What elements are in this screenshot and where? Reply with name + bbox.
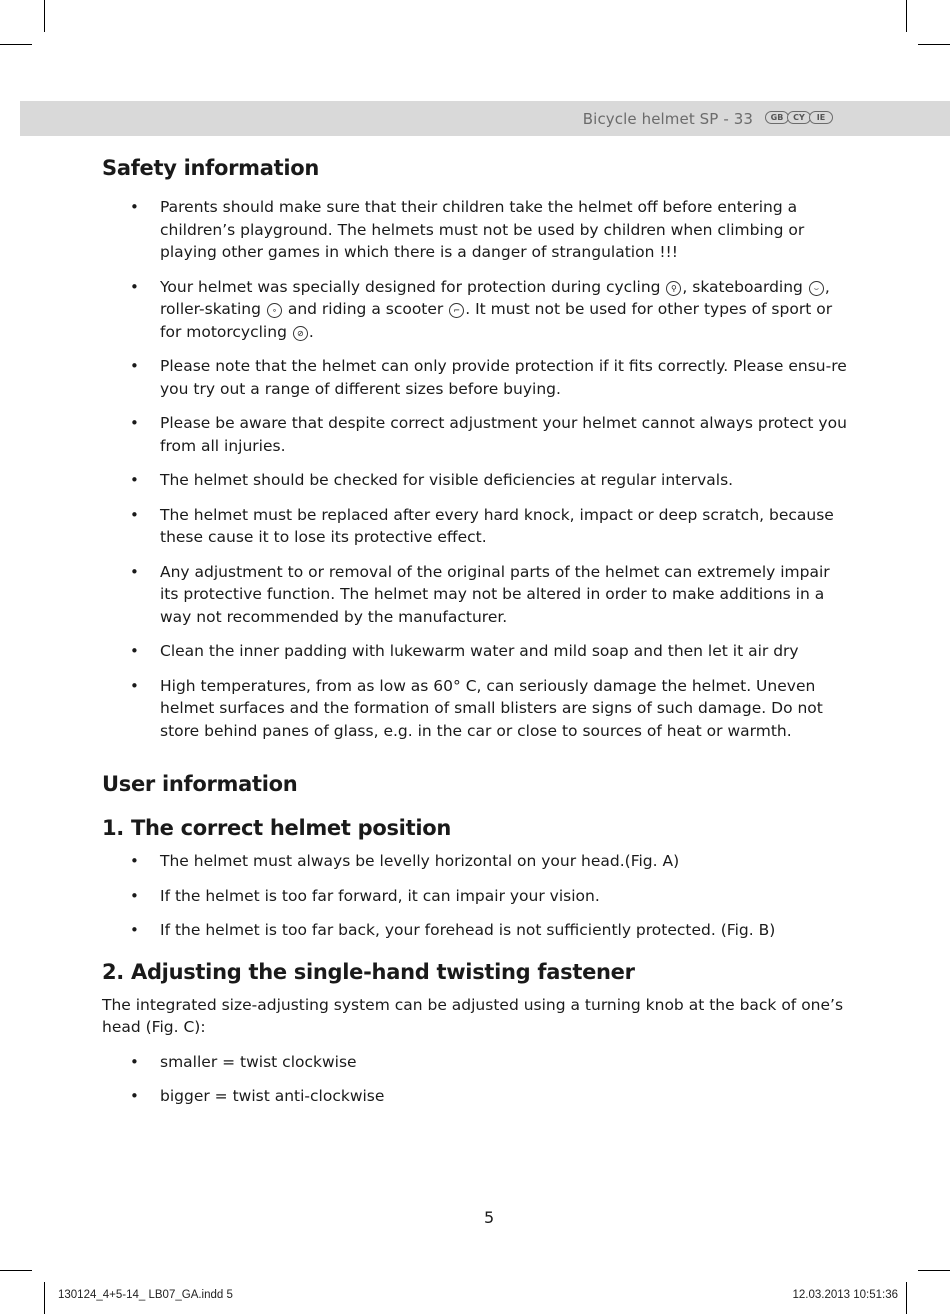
list-item-text: bigger = twist anti-clockwise (160, 1087, 385, 1105)
list-item: • The helmet should be checked for visible deficiencies at regular intervals. (130, 471, 734, 489)
list-item-text: The helmet must be replaced after every hard knock, impact or deep scratch, because these cause it to lose its protective effect. (160, 505, 834, 546)
safety-heading: Safety information (102, 156, 320, 180)
page-content (102, 156, 850, 1108)
country-badges (765, 111, 831, 124)
list-item: • Please be aware that despite correct adjustment your helmet cannot always protect you from all injuries. (130, 414, 847, 455)
scooter-icon: ⌐ (449, 303, 464, 318)
list-item: • Any adjustment to or removal of the original parts of the helmet can extremely impair its protective function. The helmet may not be altered in order to make additions in a way not recommended by the manufacturer. (130, 562, 830, 626)
list-item-text: If the helmet is too far forward, it can impair your vision. (160, 886, 600, 905)
position-list (102, 850, 850, 942)
footer-file-name: 130124_4+5-14_ LB07_GA.indd 5 (58, 1289, 233, 1301)
list-item: • Please note that the helmet can only provide protection if it fits correctly. Please ensu-re you try out a range of different sizes before buying. (130, 357, 847, 398)
list-item-text: Please be aware that despite correct adjustment your helmet cannot always protect you from all injuries. (160, 414, 847, 455)
list-item-text: The helmet must always be levelly horizontal on your head.(Fig. A) (160, 852, 680, 870)
list-item: • The helmet must be replaced after every hard knock, impact or deep scratch, because these cause it to lose its protective effect. (130, 505, 834, 546)
no-motorcycle-icon: ⊘ (293, 326, 308, 341)
list-item-text: Any adjustment to or removal of the original parts of the helmet can extremely impair its protective function. The helmet may not be altered in order to make additions in a way not recommended by the manufacturer. (160, 562, 830, 626)
list-item: • smaller = twist clockwise (130, 1052, 357, 1071)
page-number: 5 (484, 1208, 495, 1227)
adjusting-intro: The integrated size-adjusting system can be adjusted using a turning knob at the back of one’s head (Fig. C): (102, 995, 844, 1036)
list-item-text: Your helmet was specially designed for protection during cycling (160, 277, 666, 296)
crop-mark (0, 44, 32, 45)
position-heading: 1. The correct helmet position (102, 816, 451, 840)
crop-mark (44, 0, 45, 32)
list-item-text: Clean the inner padding with lukewarm water and mild soap and then let it air dry (160, 642, 799, 660)
list-item: • The helmet must always be levelly horizontal on your head.(Fig. A) (130, 852, 680, 870)
crop-mark (918, 1270, 950, 1271)
country-badge-gb: GB (765, 111, 789, 124)
user-info-heading: User information (102, 772, 298, 796)
crop-mark (906, 0, 907, 32)
list-item: • High temperatures, from as low as 60° C, can seriously damage the helmet. Uneven helmet surfaces and the formation of small blisters are signs of such damage. Do not store behind panes of glass, e.g. in the car or close to sources of heat or warmth. (130, 676, 823, 740)
adjusting-list (102, 1051, 850, 1108)
bicycle-icon: ⚲ (666, 281, 681, 296)
list-item: • Parents should make sure that their children take the helmet off before entering a children’s playground. The helmets must not be used by children when climbing or playing other games in which there is a danger of strangulation !!! (130, 198, 805, 261)
list-item-text: , skateboarding (682, 277, 808, 296)
list-item-text: . It must not be used for other types of sport or for motorcycling (160, 300, 833, 341)
list-item: • Your helmet was specially designed for protection during cycling ⚲ , skateboarding ⌣ , roller-skating ∘ and riding a scooter ⌐ . It must not be used for other types of sport or for motorcycling ⊘ . (130, 277, 833, 341)
list-item-text: Parents should make sure that their children take the helmet off before entering a children’s playground. The helmets must not be used by children when climbing or playing other games in which there is a danger of strangulation !!! (160, 198, 805, 261)
safety-list (102, 196, 850, 742)
list-item: • If the helmet is too far back, your forehead is not sufficiently protected. (Fig. B) (130, 921, 776, 939)
country-badge-cy: CY (787, 111, 811, 124)
list-item-text: Please note that the helmet can only provide protection if it fits correctly. Please ensu-re you try out a range of different sizes before buying. (160, 357, 847, 398)
header-title: Bicycle helmet SP - 33 (582, 110, 753, 128)
list-item-text: , roller-skating (160, 277, 830, 318)
list-item-text: and riding a scooter (282, 300, 449, 318)
footer-datetime: 12.03.2013 10:51:36 (792, 1289, 898, 1301)
crop-mark (906, 1282, 907, 1314)
list-item: • If the helmet is too far forward, it can impair your vision. (130, 886, 600, 905)
list-item: • bigger = twist anti-clockwise (130, 1087, 385, 1105)
roller-skate-icon: ∘ (267, 303, 282, 318)
skateboard-icon: ⌣ (809, 281, 824, 296)
list-item-text: If the helmet is too far back, your forehead is not sufficiently protected. (Fig. B) (160, 921, 776, 939)
crop-mark (0, 1270, 32, 1271)
list-item-text: smaller = twist clockwise (160, 1052, 357, 1071)
crop-mark (44, 1282, 45, 1314)
list-item-text: High temperatures, from as low as 60° C, can seriously damage the helmet. Uneven helmet surfaces and the formation of small blisters are signs of such damage. Do not store behind panes of glass, e.g. in the car or close to sources of heat or warmth. (160, 676, 823, 740)
adjusting-heading: 2. Adjusting the single-hand twisting fastener (102, 959, 635, 984)
list-item-text: . (308, 322, 314, 341)
country-badge-ie: IE (809, 111, 833, 124)
list-item: • Clean the inner padding with lukewarm water and mild soap and then let it air dry (130, 642, 799, 660)
crop-mark (918, 44, 950, 45)
list-item-text: The helmet should be checked for visible deficiencies at regular intervals. (160, 471, 734, 489)
